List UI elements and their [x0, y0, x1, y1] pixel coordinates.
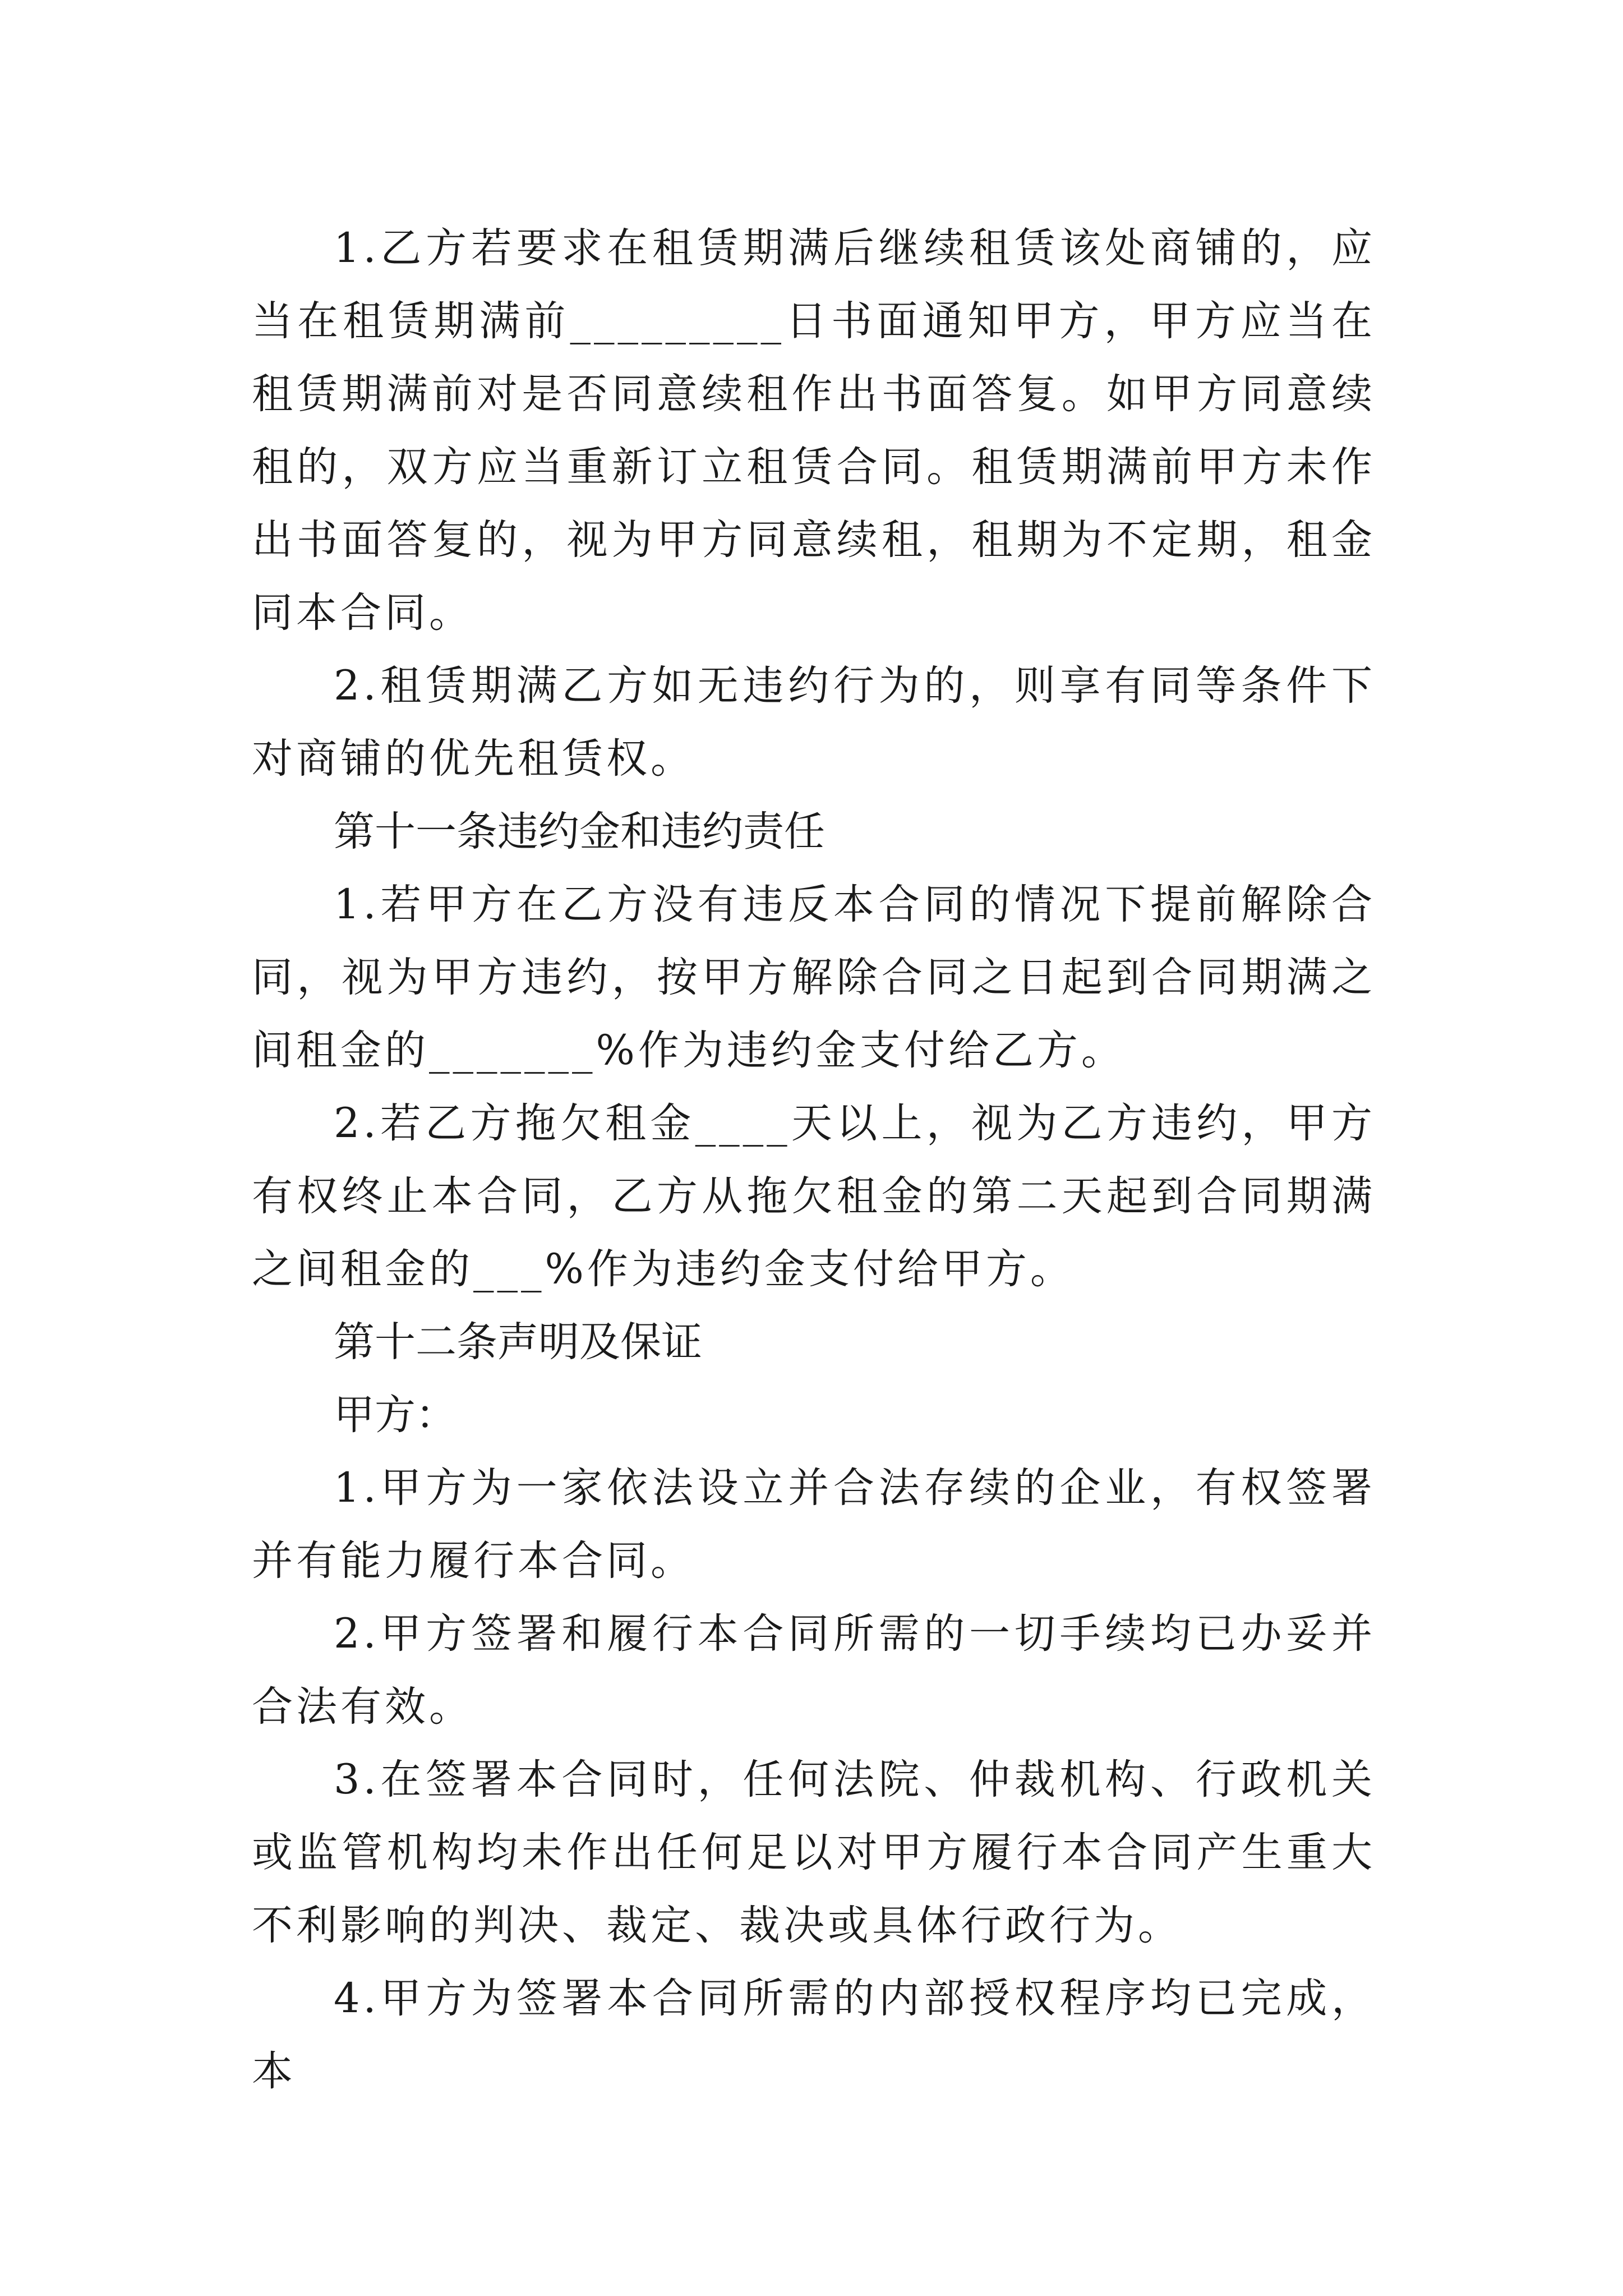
document-body: [252, 212, 1376, 2108]
party-a-warranty-3: 3.在签署本合同时，任何法院、仲裁机构、行政机关或监管机构均未作出任何足以对甲方履行本合同产生重大不利影响的判决、裁定、裁决或具体行政行为。: [252, 1756, 1376, 1949]
party-a-warranty-1: 1.甲方为一家依法设立并合法存续的企业，有权签署并有能力履行本合同。: [252, 1464, 1376, 1585]
renewal-notice-clause: 1.乙方若要求在租赁期满后继续租赁该处商铺的，应当在租赁期满前_________日书面通知甲方，甲方应当在租赁期满前对是否同意续租作出书面答复。如甲方同意续租的，双方应当重新订立租赁合同。租赁期满前甲方未作出书面答复的，视为甲方同意续租，租期为不定期，租金同本合同。: [252, 224, 1376, 637]
party-a-warranty-4: 4.甲方为签署本合同所需的内部授权程序均已完成，本: [252, 1975, 1376, 2095]
party-a-warranty-2: 2.甲方签署和履行本合同所需的一切手续均已办妥并合法有效。: [252, 1610, 1376, 1731]
lessee-rent-arrears-clause: 2.若乙方拖欠租金____天以上，视为乙方违约，甲方有权终止本合同，乙方从拖欠租金的第二天起到合同期满之间租金的___%作为违约金支付给甲方。: [252, 1099, 1376, 1293]
party-a-label: 甲方：: [334, 1391, 457, 1439]
priority-lease-clause: 2.租赁期满乙方如无违约行为的，则享有同等条件下对商铺的优先租赁权。: [252, 662, 1376, 783]
article-11-heading: 第十一条违约金和违约责任: [334, 808, 825, 855]
article-12-heading: 第十二条声明及保证: [334, 1318, 702, 1366]
lessor-breach-clause: 1.若甲方在乙方没有违反本合同的情况下提前解除合同，视为甲方违约，按甲方解除合同之日起到合同期满之间租金的_______%作为违约金支付给乙方。: [252, 881, 1376, 1074]
